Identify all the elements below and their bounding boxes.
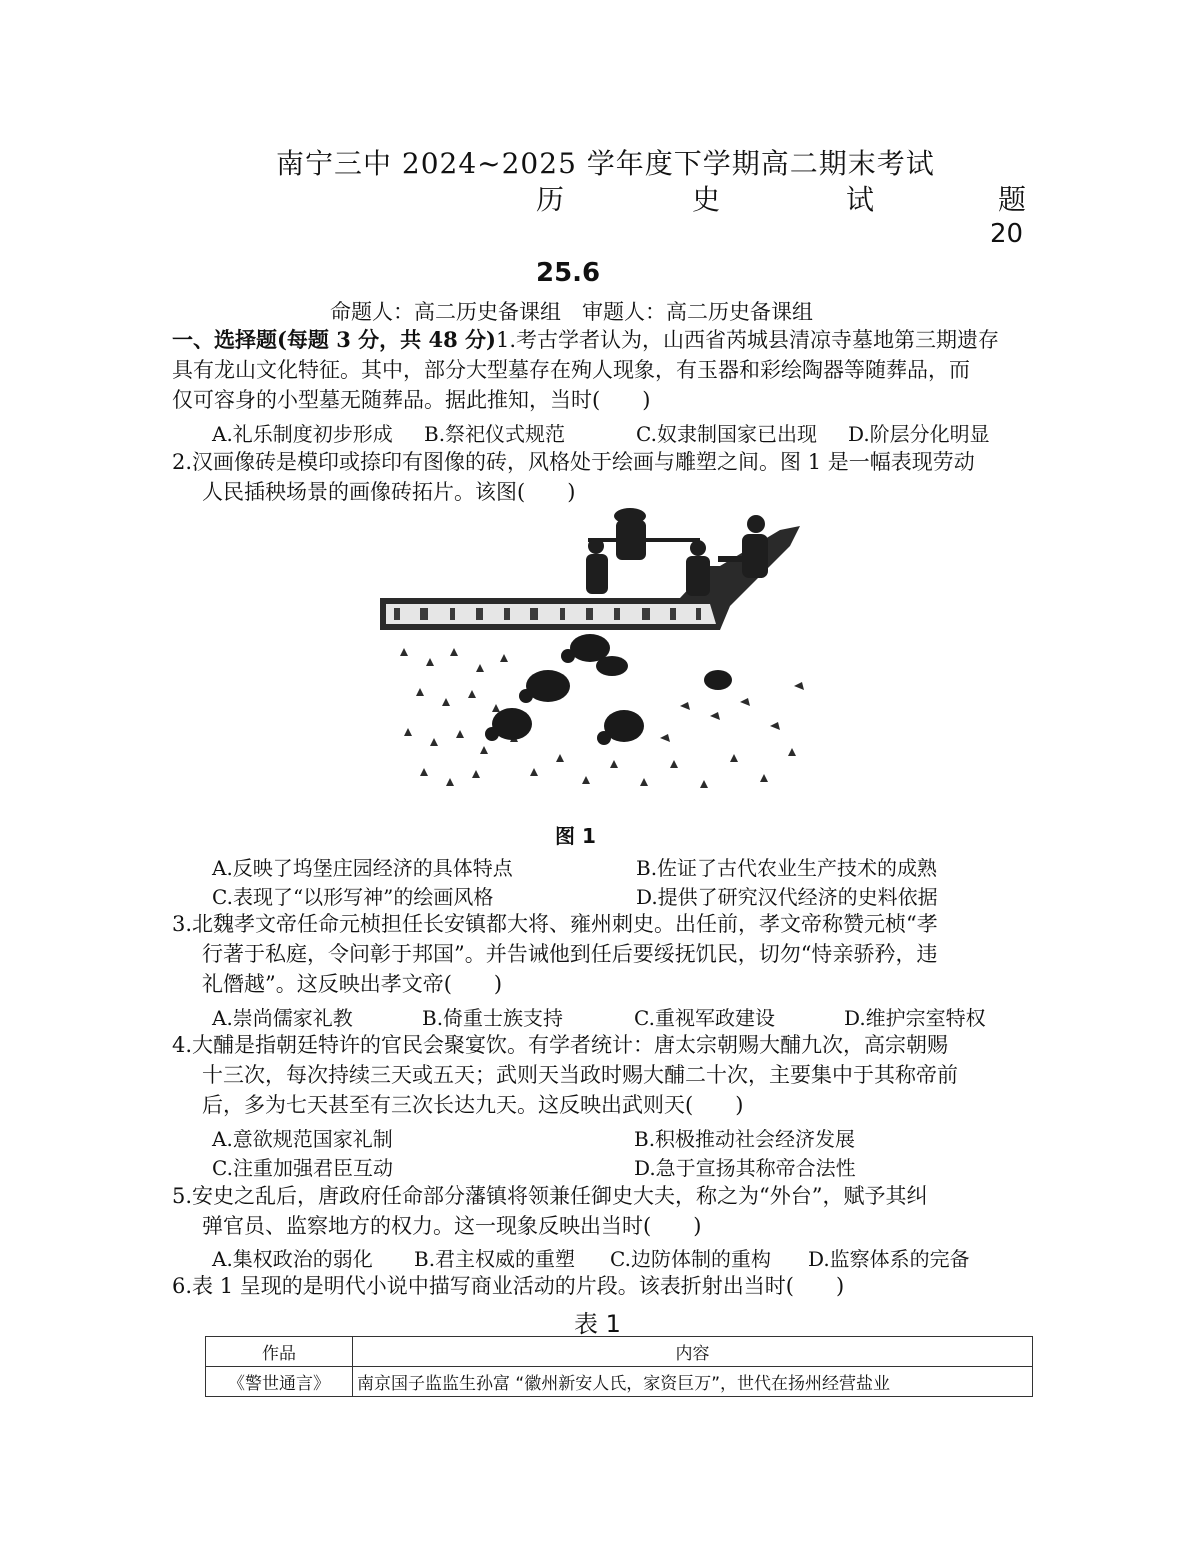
table-row (206, 1367, 1033, 1397)
subject-char-3: 试 (846, 183, 875, 216)
q2-line-2: 人民插秧场景的画像砖拓片。该图( ) (202, 480, 576, 504)
q3-option-c[interactable]: C.重视军政建设 (634, 1006, 775, 1030)
q4-option-a[interactable]: A.意欲规范国家礼制 (212, 1127, 393, 1151)
table-caption: 表 1 (574, 1310, 621, 1338)
table-cell-content: 南京国子监监生孙富 “徽州新安人氏，家资巨万”，世代在扬州经营盐业 (353, 1367, 1033, 1397)
q6-line-1: 6.表 1 呈现的是明代小说中描写商业活动的片段。该表折射出当时( ) (172, 1274, 845, 1298)
authors-line: 命题人：高二历史备课组 审题人：高二历史备课组 (330, 300, 813, 324)
table-header-work: 作品 (206, 1337, 353, 1367)
q4-line-2: 十三次，每次持续三天或五天；武则天当政时赐大酺二十次，主要集中于其称帝前 (202, 1063, 958, 1087)
q5-option-a[interactable]: A.集权政治的弱化 (212, 1247, 373, 1271)
q3-line-1: 3.北魏孝文帝任命元桢担任长安镇都大将、雍州刺史。出任前，孝文帝称赞元桢“孝 (172, 912, 938, 936)
q4-option-c[interactable]: C.注重加强君臣互动 (212, 1156, 393, 1180)
q3-option-d[interactable]: D.维护宗室特权 (844, 1006, 986, 1030)
q3-line-2: 行著于私庭，令问彰于邦国”。并告诫他到任后要绥抚饥民，切勿“恃亲骄矜，违 (202, 942, 938, 966)
q1-line-2: 具有龙山文化特征。其中，部分大型墓存在殉人现象，有玉器和彩绘陶器等随葬品，而 (172, 358, 970, 382)
q1-stem-start: 1.考古学者认为，山西省芮城县清凉寺墓地第三期遗存 (495, 328, 999, 352)
q2-line-1: 2.汉画像砖是模印或捺印有图像的砖，风格处于绘画与雕塑之间。图 1 是一幅表现劳动 (172, 450, 975, 474)
q3-option-a[interactable]: A.崇尚儒家礼教 (212, 1006, 353, 1030)
exam-date-part2: 25.6 (536, 258, 601, 288)
q2-option-a[interactable]: A.反映了坞堡庄园经济的具体特点 (212, 856, 513, 880)
q5-option-b[interactable]: B.君主权威的重塑 (414, 1247, 576, 1271)
q3-option-b[interactable]: B.倚重士族支持 (422, 1006, 564, 1030)
q3-line-3: 礼僭越”。这反映出孝文帝( ) (202, 972, 503, 996)
q4-line-3: 后，多为七天甚至有三次长达九天。这反映出武则天( ) (202, 1093, 744, 1117)
q5-option-d[interactable]: D.监察体系的完备 (808, 1247, 970, 1271)
rice-planting-rubbing-image (380, 506, 816, 816)
q1-option-c[interactable]: C.奴隶制国家已出现 (636, 422, 817, 446)
q2-option-b[interactable]: B.佐证了古代农业生产技术的成熟 (636, 856, 938, 880)
q4-option-b[interactable]: B.积极推动社会经济发展 (634, 1127, 856, 1151)
q1-option-d[interactable]: D.阶层分化明显 (848, 422, 990, 446)
table-header-row (206, 1337, 1033, 1367)
q4-line-1: 4.大酺是指朝廷特许的官民会聚宴饮。有学者统计：唐太宗朝赐大酺九次，高宗朝赐 (172, 1033, 949, 1057)
q2-option-d[interactable]: D.提供了研究汉代经济的史料依据 (636, 885, 938, 909)
exam-date-part1: 20 (990, 219, 1024, 249)
q5-line-2: 弹官员、监察地方的权力。这一现象反映出当时( ) (202, 1214, 702, 1238)
q1-line-3: 仅可容身的小型墓无随葬品。据此推知，当时( ) (172, 388, 651, 412)
commerce-table (205, 1336, 1033, 1397)
subject-char-1: 历 (536, 183, 565, 216)
subject-char-2: 史 (692, 183, 721, 216)
q1-option-a[interactable]: A.礼乐制度初步形成 (212, 422, 393, 446)
q4-option-d[interactable]: D.急于宣扬其称帝合法性 (634, 1156, 856, 1180)
section-heading: 一、选择题(每题 3 分，共 48 分) (172, 327, 496, 352)
exam-title: 南宁三中 2024~2025 学年度下学期高二期末考试 (276, 147, 935, 180)
q1-line-1 (172, 324, 999, 356)
subject-char-4: 题 (998, 183, 1027, 216)
figure-caption: 图 1 (555, 824, 596, 848)
table-cell-work: 《警世通言》 (206, 1367, 353, 1397)
q2-option-c[interactable]: C.表现了“以形写神”的绘画风格 (212, 885, 494, 909)
q5-line-1: 5.安史之乱后，唐政府任命部分藩镇将领兼任御史大夫，称之为“外台”，赋予其纠 (172, 1184, 928, 1208)
table-header-content: 内容 (353, 1337, 1033, 1367)
q1-option-b[interactable]: B.祭祀仪式规范 (424, 422, 566, 446)
q5-option-c[interactable]: C.边防体制的重构 (610, 1247, 771, 1271)
